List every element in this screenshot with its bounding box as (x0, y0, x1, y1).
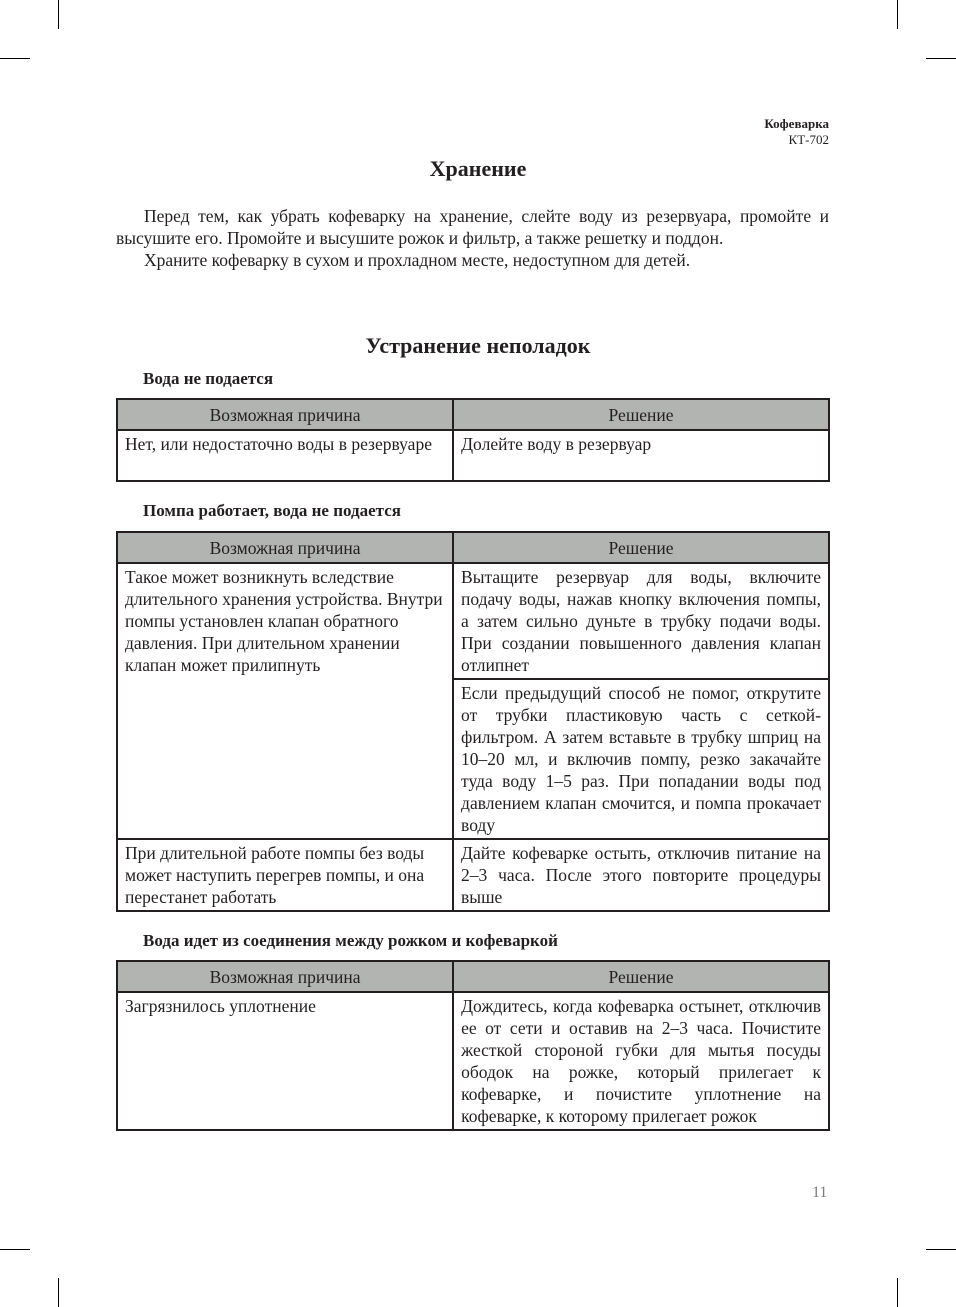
crop-mark-bottom-right-vertical (897, 1278, 898, 1307)
troubleshooting-title: Устранение неполадок (365, 333, 591, 358)
solution-cell: Вытащите резервуар для воды, включите подачу воды, нажав кнопку включения помпы, а затем сильно дуньте в трубку подачи воды. При создании повышенного давления клапан отлипнет (453, 563, 829, 679)
table-row (117, 839, 829, 911)
crop-mark-top-right-horizontal (926, 58, 956, 59)
troubleshooting-table-pump-works (116, 531, 830, 912)
storage-paragraph-2: Храните кофеварку в сухом и прохладном месте, недоступном для детей. (144, 250, 691, 270)
product-model: КТ-702 (788, 132, 829, 147)
table-row (117, 563, 829, 679)
solution-cell: Дайте кофеварке остыть, отключив питание на 2–3 часа. После этого повторите процедуры выше (453, 839, 829, 911)
solution-cell: Если предыдущий способ не помог, открутите от трубки пластиковую часть с сеткой-фильтром. А затем вставьте в трубку шприц на 10–20 мл, и включив помпу, резко закачайте туда воду 1–5 раз. При попадании воды под давлением клапан смочится, и помпа прокачает воду (453, 679, 829, 839)
cause-cell: Такое может возникнуть вследствие длительного хранения устройства. Внутри помпы установлен клапан обратного давления. При длительном хранении клапан может прилипнуть (117, 563, 453, 839)
column-header-cause: Возможная причина (117, 961, 453, 992)
table-header-row (117, 399, 829, 430)
table-header-row (117, 961, 829, 992)
crop-mark-top-left-horizontal (0, 58, 30, 59)
cause-cell: При длительной работе помпы без воды может наступить перегрев помпы, и она перестанет работать (117, 839, 453, 911)
table-header-row (117, 532, 829, 563)
cause-cell: Загрязнилось уплотнение (117, 992, 453, 1130)
page-number: 11 (812, 1184, 828, 1201)
column-header-solution: Решение (453, 961, 829, 992)
troubleshooting-table-leak (116, 960, 830, 1131)
crop-mark-bottom-left-vertical (58, 1278, 59, 1307)
problem-heading-no-water: Вода не подается (143, 369, 274, 388)
column-header-solution: Решение (453, 532, 829, 563)
storage-title: Хранение (429, 156, 527, 181)
column-header-cause: Возможная причина (117, 532, 453, 563)
storage-text (116, 205, 829, 271)
table-row (117, 430, 829, 481)
crop-mark-top-left-vertical (58, 0, 59, 29)
troubleshooting-table-no-water (116, 398, 830, 482)
storage-paragraph-1: Перед тем, как убрать кофеварку на хранение, слейте воду из резервуара, промойте и высушите его. Промойте и высушите рожок и фильтр, а также решетку и поддон. (116, 206, 829, 248)
table-row (117, 992, 829, 1130)
crop-mark-bottom-right-horizontal (926, 1249, 956, 1250)
column-header-cause: Возможная причина (117, 399, 453, 430)
column-header-solution: Решение (453, 399, 829, 430)
crop-mark-top-right-vertical (897, 0, 898, 29)
running-header (764, 116, 829, 148)
cause-cell: Нет, или недостаточно воды в резервуаре (117, 430, 453, 481)
solution-cell: Долейте воду в резервуар (453, 430, 829, 481)
crop-mark-bottom-left-horizontal (0, 1249, 30, 1250)
problem-heading-leak: Вода идет из соединения между рожком и кофеваркой (143, 931, 558, 950)
solution-cell: Дождитесь, когда кофеварка остынет, отключив ее от сети и оставив на 2–3 часа. Почистите жесткой стороной губки для мытья посуды ободок на рожке, который прилегает к кофеварке, и почистите уплотнение на кофеварке, к которому прилегает рожок (453, 992, 829, 1130)
product-name: Кофеварка (764, 116, 829, 131)
problem-heading-pump-works: Помпа работает, вода не подается (143, 501, 401, 520)
